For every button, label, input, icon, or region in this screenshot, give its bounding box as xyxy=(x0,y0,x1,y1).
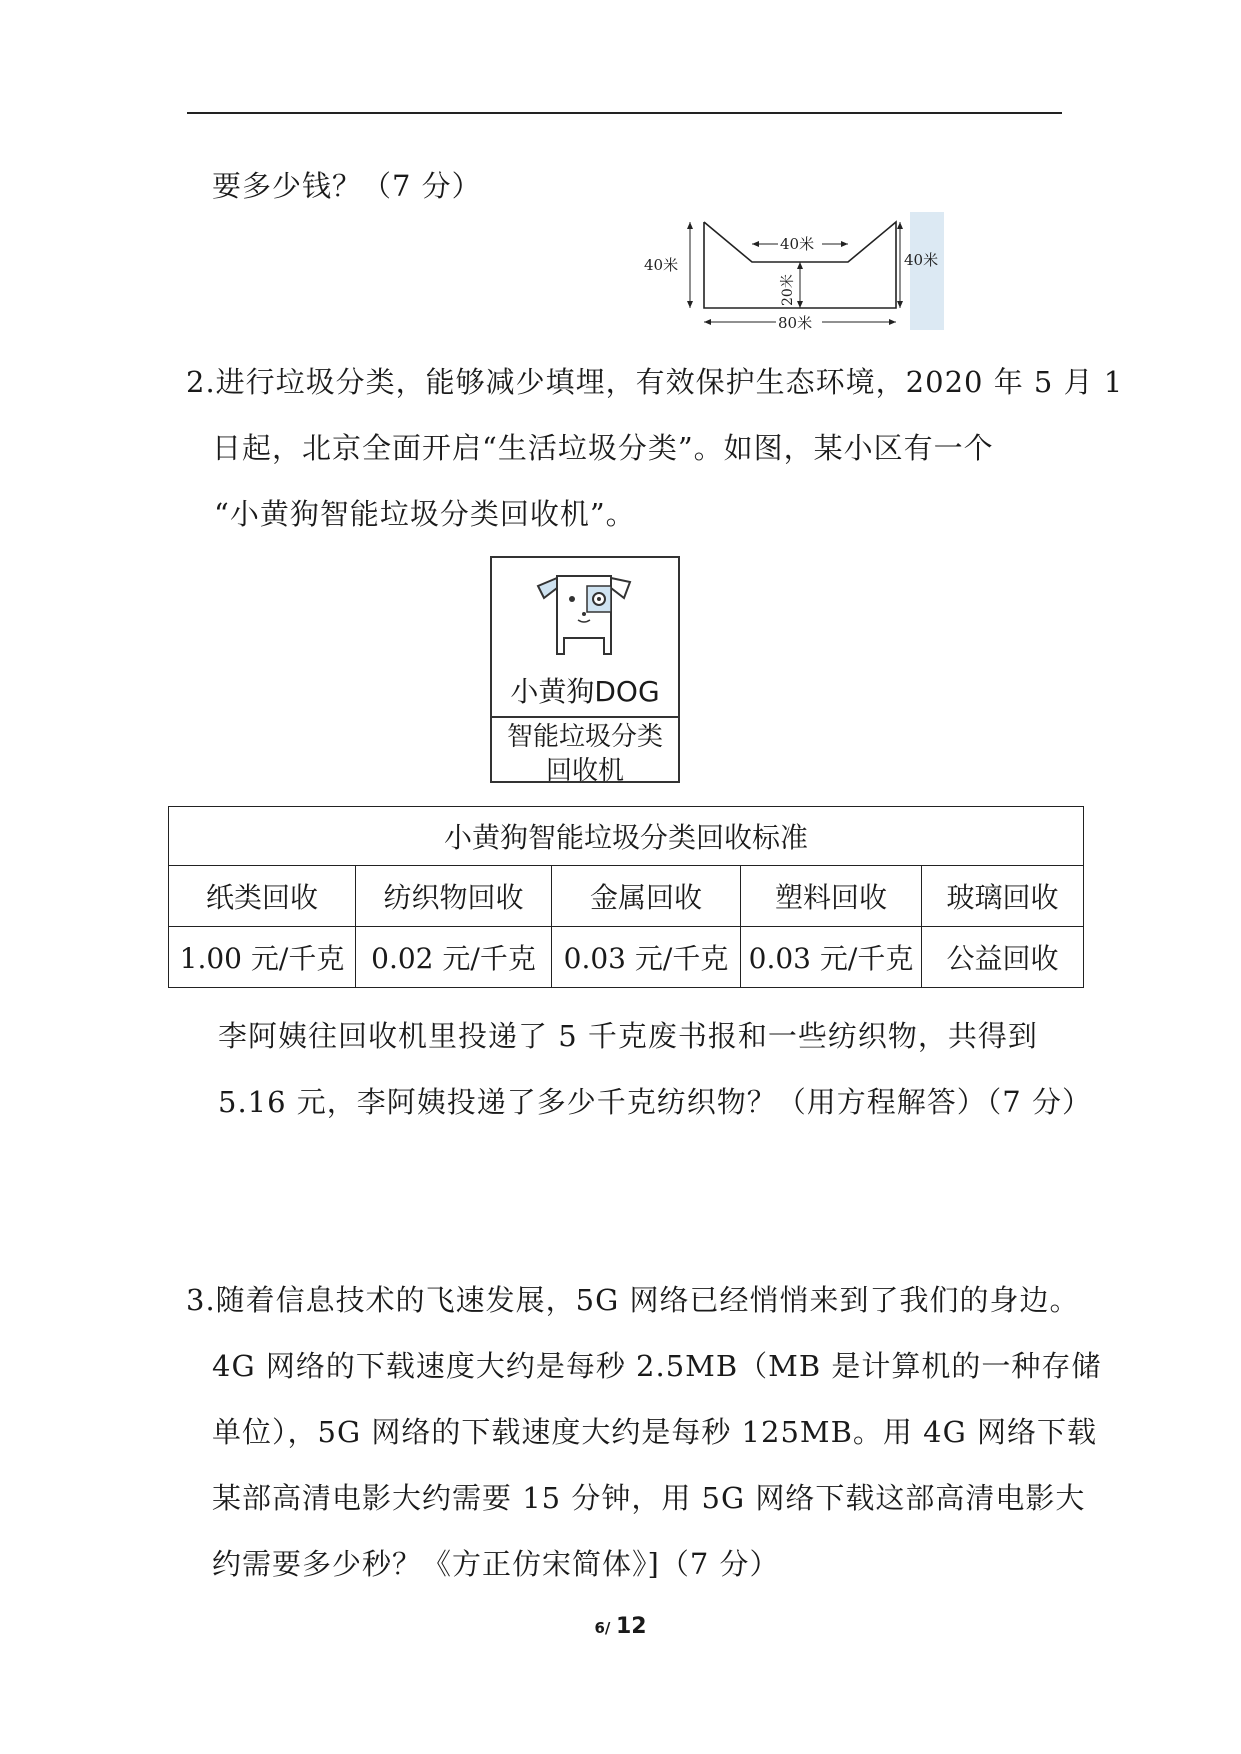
value-metal: 0.03 元/千克 xyxy=(552,927,741,988)
top-width-label: 40米 xyxy=(780,235,815,253)
recycle-machine xyxy=(490,556,680,786)
machine-label xyxy=(492,720,678,788)
arrow-icon xyxy=(797,301,803,308)
value-plastic: 0.03 元/千克 xyxy=(741,927,922,988)
arrow-icon xyxy=(687,301,693,308)
arrow-icon xyxy=(752,241,759,247)
arrow-icon xyxy=(704,319,711,325)
header-rule xyxy=(187,112,1062,114)
decor-strip xyxy=(910,212,944,330)
q2-question-line-1: 李阿姨往回收机里投递了 5 千克废书报和一些纺织物，共得到 xyxy=(218,1019,1038,1053)
table-value-row xyxy=(169,927,1084,988)
machine-label-line-2: 回收机 xyxy=(545,756,624,786)
q2-line-1: 2.进行垃圾分类，能够减少填埋，有效保护生态环境，2020 年 5 月 1 xyxy=(186,365,1124,399)
right-height-label: 40米 xyxy=(904,251,939,269)
page-total: 12 xyxy=(615,1614,647,1639)
value-paper: 1.00 元/千克 xyxy=(169,927,356,988)
q3-line-4: 某部高清电影大约需要 15 分钟，用 5G 网络下载这部高清电影大 xyxy=(212,1481,1086,1515)
q3-line-1: 3.随着信息技术的飞速发展，5G 网络已经悄悄来到了我们的身边。 xyxy=(186,1283,1080,1317)
header-glass: 玻璃回收 xyxy=(922,866,1084,927)
recycle-standard-table xyxy=(168,806,1084,988)
arrow-icon xyxy=(897,301,903,308)
machine-divider xyxy=(492,716,678,718)
dog-icon xyxy=(492,558,678,670)
header-paper: 纸类回收 xyxy=(169,866,356,927)
arrow-icon xyxy=(841,241,848,247)
q1-tail: 要多少钱？（7 分） xyxy=(212,169,482,203)
arrow-icon xyxy=(687,222,693,229)
left-height-label: 40米 xyxy=(644,256,679,274)
machine-name: 小黄狗DOG xyxy=(510,675,660,708)
table-header-row xyxy=(169,866,1084,927)
page-current: 6/ xyxy=(594,1619,611,1637)
q3-line-3: 单位），5G 网络的下载速度大约是每秒 125MB。用 4G 网络下载 xyxy=(212,1415,1097,1449)
page-number xyxy=(0,1614,1241,1639)
bottom-width-label: 80米 xyxy=(778,314,813,332)
value-glass: 公益回收 xyxy=(922,927,1084,988)
value-textile: 0.02 元/千克 xyxy=(356,927,552,988)
machine-label-line-1: 智能垃圾分类 xyxy=(506,722,663,752)
table-title: 小黄狗智能垃圾分类回收标准 xyxy=(169,807,1084,866)
q2-line-2: 日起，北京全面开启“生活垃圾分类”。如图，某小区有一个 xyxy=(212,431,994,465)
arrow-icon xyxy=(797,262,803,269)
header-metal: 金属回收 xyxy=(552,866,741,927)
q3-line-5: 约需要多少秒？《方正仿宋简体》]（7 分） xyxy=(212,1547,780,1581)
arrow-icon xyxy=(897,222,903,229)
q2-question-line-2: 5.16 元，李阿姨投递了多少千克纺织物？（用方程解答）（7 分） xyxy=(218,1085,1092,1119)
q2-line-3: “小黄狗智能垃圾分类回收机”。 xyxy=(214,497,636,531)
q1-pool-figure xyxy=(640,212,950,334)
arrow-icon xyxy=(889,319,896,325)
header-plastic: 塑料回收 xyxy=(741,866,922,927)
header-textile: 纺织物回收 xyxy=(356,866,552,927)
table-title-row xyxy=(169,807,1084,866)
q3-line-2: 4G 网络的下载速度大约是每秒 2.5MB（MB 是计算机的一种存储 xyxy=(212,1349,1102,1383)
depth-label: 20米 xyxy=(780,274,796,306)
